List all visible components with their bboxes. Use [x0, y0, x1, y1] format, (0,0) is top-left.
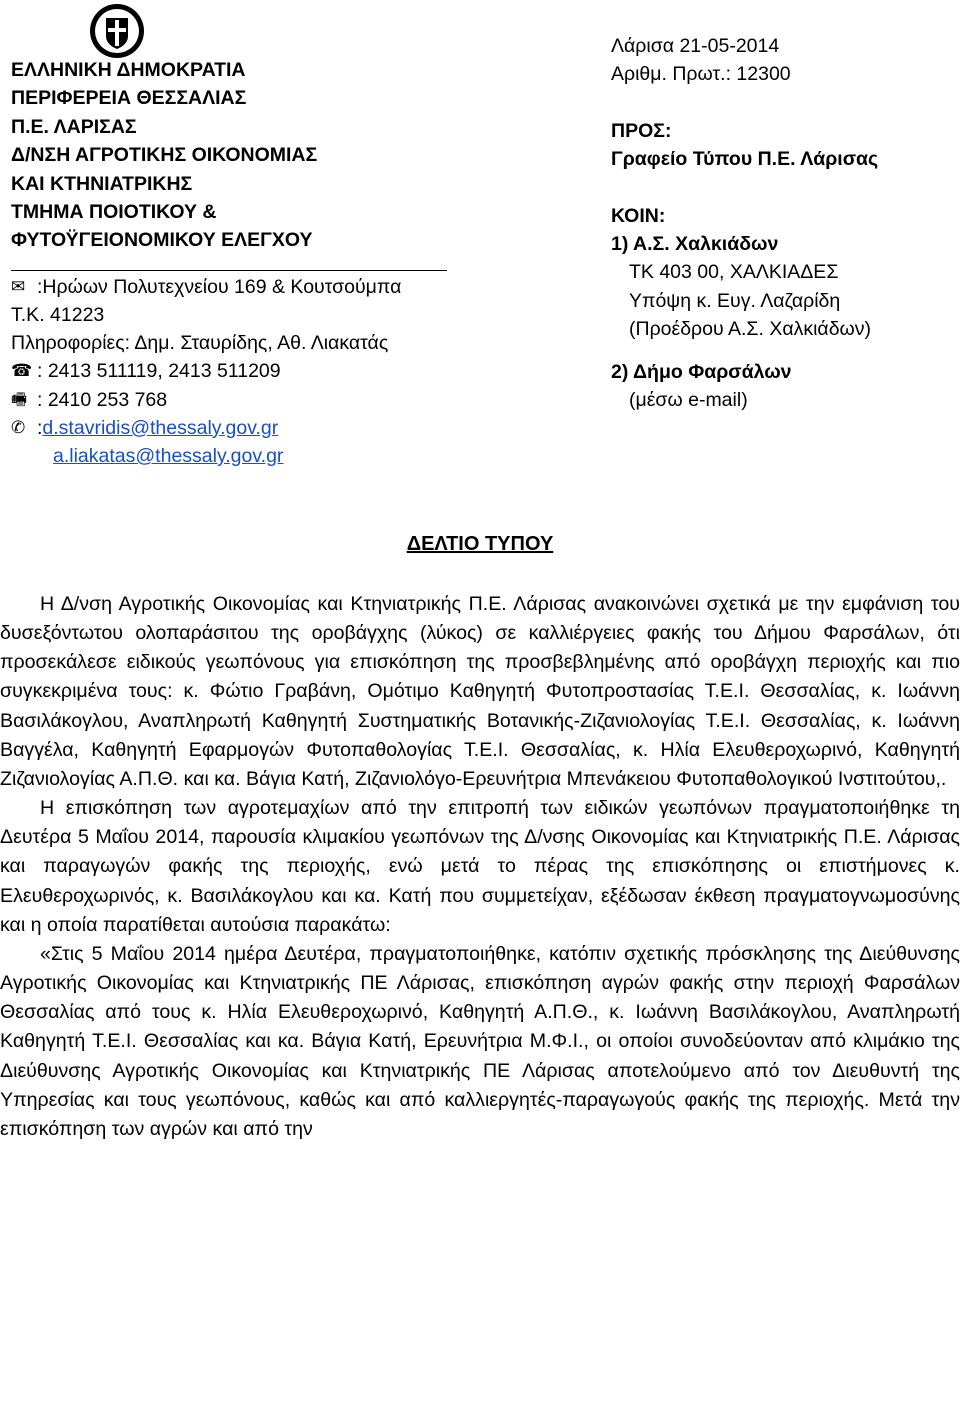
cc-label: ΚΟΙΝ:	[611, 204, 666, 227]
org-line: ΠΕΡΙΦΕΡΕΙΑ ΘΕΣΣΑΛΙΑΣ	[11, 87, 247, 110]
greek-coat-of-arms-emblem	[88, 2, 146, 60]
phone-line	[11, 357, 471, 385]
postcode-line: Τ.Κ. 41223	[11, 304, 105, 327]
cc1-title: 1) Α.Σ. Χαλκιάδων	[611, 233, 779, 256]
cc1-line: Υπόψη κ. Ευγ. Λαζαρίδη	[629, 289, 841, 312]
to-value: Γραφείο Τύπου Π.Ε. Λάρισας	[611, 148, 879, 171]
org-line: ΚΑΙ ΚΤΗΝΙΑΤΡΙΚΗΣ	[11, 172, 193, 195]
email-link-2[interactable]: a.liakatas@thessaly.gov.gr	[53, 445, 284, 468]
org-line: ΤΜΗΜΑ ΠΟΙΟΤΙΚΟΥ &	[11, 201, 217, 224]
body-paragraph: Η Δ/νση Αγροτικής Οικονομίας και Κτηνιατρικής Π.Ε. Λάρισας ανακοινώνει σχετικά με την εμφάνιση του δυσεξόντωτου ολοπαράσιτου της οροβάγχης (λύκος) σε καλλιέργειες φακής του Δήμου Φαρσάλων, ότι προσεκάλεσε ειδικούς γεωπόνους για επισκόπηση της προσβεβλημένης από οροβάγχη περιοχής και πιο συγκεκριμένα τους: κ. Φώτιο Γραβάνη, Ομότιμο Καθηγητή Φυτοπροστασίας Τ.Ε.Ι. Θεσσαλίας, κ. Ιωάννη Βασιλάκογλου, Αναπληρωτή Καθηγητή Συστηματικής Βοτανικής-Ζιζανιολογίας Τ.Ε.Ι. Θεσσαλίας, κ. Ιωάννη Βαγγέλα, Καθηγητή Εφαρμογών Φυτοπαθολογίας Τ.Ε.Ι. Θεσσαλίας, κ. Ηλία Ελευθεροχωρινό, Καθηγητή Ζιζανιολογίας Α.Π.Θ. και κα. Βάγια Κατή, Ζιζανιολόγο-Ερευνήτρια Μπενάκειου Φυτοπαθολογικού Ινστιτούτου,.	[0, 593, 960, 790]
email-prefix: :	[37, 416, 43, 439]
cc1-line: (Προέδρου Α.Σ. Χαλκιάδων)	[629, 318, 872, 341]
body-paragraph: «Στις 5 Μαΐου 2014 ημέρα Δευτέρα, πραγματοποιήθηκε, κατόπιν σχετικής πρόσκλησης της Διεύθυνσης Αγροτικής Οικονομίας και Κτηνιατρικής ΠΕ Λάρισας, επισκόπηση αγρών φακής στην περιοχή Φαρσάλων Θεσσαλίας από τους κ. Ηλία Ελευθεροχωρινό, Καθηγητή Α.Π.Θ., κ. Ιωάννη Βασιλάκογλου, Αναπληρωτή Καθηγητή Τ.Ε.Ι. Θεσσαλίας και κα. Βάγια Κατή, Ερευνήτρια Μ.Φ.Ι., οι οποίοι συνοδεύονταν από κλιμάκιο της Διεύθυνσης Αγροτικής Οικονομίας και Κτηνιατρικής ΠΕ Λάρισας αποτελούμενο από τον Διευθυντή της Υπηρεσίας και τους γεωπόνους, καθώς και από καλλιεργητές-παραγωγούς φακής της περιοχής. Μετά την επισκόπηση των αγρών και από την	[0, 942, 960, 1140]
email-line	[11, 414, 471, 442]
mailbox-icon: ✉	[11, 276, 26, 296]
email-line-2	[11, 442, 471, 470]
cc2-line: (μέσω e-mail)	[629, 389, 748, 412]
recipient-block	[611, 32, 951, 414]
cc1-line: ΤΚ 403 00, ΧΑΛΚΙΑΔΕΣ	[629, 261, 839, 284]
sender-block	[11, 56, 471, 470]
document-body	[0, 590, 960, 1144]
document-title: ΔΕΛΤΙΟ ΤΥΠΟΥ	[406, 533, 554, 555]
org-line: Π.Ε. ΛΑΡΙΣΑΣ	[11, 115, 137, 138]
telephone-icon: ☎	[11, 361, 33, 381]
fax-line	[11, 386, 471, 414]
fax-text: : 2410 253 768	[37, 388, 168, 411]
fax-icon: 🖷	[11, 389, 28, 409]
address-text: :Ηρώων Πολυτεχνείου 169 & Κουτσούμπα	[37, 275, 402, 298]
info-line: Πληροφορίες: Δημ. Σταυρίδης, Αθ. Λιακατάς	[11, 332, 389, 355]
protocol-line: Αριθμ. Πρωτ.: 12300	[611, 63, 791, 86]
date-line: Λάρισα 21-05-2014	[611, 35, 780, 57]
address-line	[11, 273, 471, 301]
org-line: ΦΥΤΟΫΓΕΙΟΝΟΜΙΚΟΥ ΕΛΕΓΧΟΥ	[11, 229, 313, 252]
to-label: ΠΡΟΣ:	[611, 119, 672, 142]
phone-text: : 2413 511119, 2413 511209	[37, 360, 281, 383]
email-link-1[interactable]: d.stavridis@thessaly.gov.gr	[42, 416, 279, 439]
email-icon: ✆	[11, 417, 26, 437]
cc2-title: 2) Δήμο Φαρσάλων	[611, 360, 792, 383]
org-line: Δ/ΝΣΗ ΑΓΡΟΤΙΚΗΣ ΟΙΚΟΝΟΜΙΑΣ	[11, 144, 318, 167]
body-paragraph: Η επισκόπηση των αγροτεμαχίων από την επιτροπή των ειδικών γεωπόνων πραγματοποιήθηκε τη Δευτέρα 5 Μαΐου 2014, παρουσία κλιμακίου γεωπόνων της Δ/νσης Οικονομίας και Κτηνιατρικής Π.Ε. Λάρισας και παραγωγών φακής της περιοχής, ενώ μετά το πέρας της επισκόπησης οι επιστήμονες κ. Ελευθεροχωρινός, κ. Βασιλάκογλου και κα. Κατή που συμμετείχαν, εξέδωσαν έκθεση πραγματογνωμοσύνης και η οποία παρατίθεται αυτούσια παρακάτω:	[0, 797, 960, 936]
divider	[11, 270, 447, 271]
org-line: ΕΛΛΗΝΙΚΗ ΔΗΜΟΚΡΑΤΙΑ	[11, 59, 246, 81]
